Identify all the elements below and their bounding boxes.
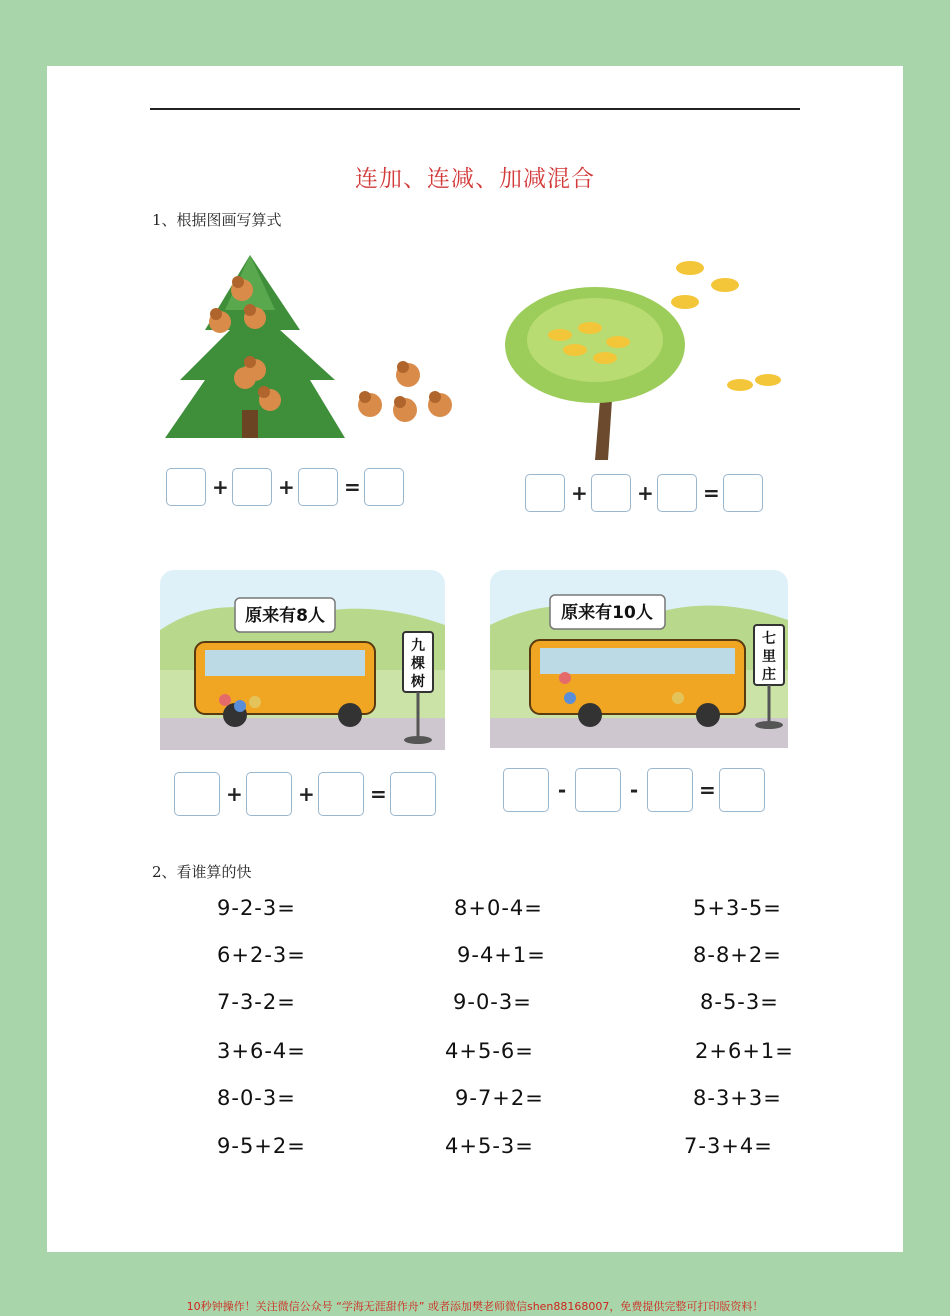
bus-2-bubble-text: 原来有10人	[561, 603, 653, 623]
exercise: 4+5-6=	[445, 1039, 534, 1063]
plus-sign: +	[571, 481, 588, 505]
minus-sign: -	[629, 778, 639, 802]
page-title: 连加、连减、加减混合	[355, 166, 595, 192]
exercise: 5+3-5=	[693, 896, 782, 920]
plus-sign: +	[298, 782, 315, 806]
exercise: 6+2-3=	[217, 943, 306, 967]
answer-box[interactable]	[723, 474, 763, 512]
answer-box[interactable]	[232, 468, 272, 506]
sign-2-char: 庄	[762, 667, 776, 683]
exercise: 9-2-3=	[217, 896, 296, 920]
answer-box[interactable]	[719, 768, 765, 812]
answer-box[interactable]	[298, 468, 338, 506]
exercise: 8-3+3=	[693, 1086, 782, 1110]
plus-sign: +	[226, 782, 243, 806]
question-2-label: 2、看谁算的快	[152, 863, 252, 881]
answer-box[interactable]	[174, 772, 220, 816]
exercise: 7-3-2=	[217, 990, 296, 1014]
sign-2-char: 里	[762, 649, 776, 665]
exercise: 9-5+2=	[217, 1134, 306, 1158]
exercise: 2+6+1=	[695, 1039, 794, 1063]
exercise: 8-5-3=	[700, 990, 779, 1014]
exercise: 4+5-3=	[445, 1134, 534, 1158]
equals-sign: =	[344, 475, 361, 499]
answer-box[interactable]	[647, 768, 693, 812]
exercise: 9-0-3=	[453, 990, 532, 1014]
exercise: 9-7+2=	[455, 1086, 544, 1110]
answer-box[interactable]	[525, 474, 565, 512]
sign-1-char: 树	[411, 674, 425, 690]
answer-box[interactable]	[166, 468, 206, 506]
bus-scene-2	[490, 570, 788, 748]
exercise: 8+0-4=	[454, 896, 543, 920]
answer-box[interactable]	[318, 772, 364, 816]
answer-box[interactable]	[246, 772, 292, 816]
question-1-label: 1、根据图画写算式	[152, 211, 282, 229]
equals-sign: =	[703, 481, 720, 505]
exercise: 8-8+2=	[693, 943, 782, 967]
sign-2-char: 七	[762, 631, 776, 647]
bird-tree-illustration	[500, 250, 795, 465]
sign-1-char: 九	[411, 638, 425, 654]
plus-sign: +	[278, 475, 295, 499]
equals-sign: =	[370, 782, 387, 806]
plus-sign: +	[637, 481, 654, 505]
exercise: 9-4+1=	[457, 943, 546, 967]
minus-sign: -	[557, 778, 567, 802]
answer-row-2	[525, 474, 763, 512]
exercise: 3+6-4=	[217, 1039, 306, 1063]
exercise: 7-3+4=	[684, 1134, 773, 1158]
answer-box[interactable]	[390, 772, 436, 816]
bus-1-bubble-text: 原来有8人	[245, 606, 325, 626]
exercise: 8-0-3=	[217, 1086, 296, 1110]
answer-row-3	[174, 772, 436, 816]
sign-1-char: 棵	[411, 656, 425, 672]
answer-box[interactable]	[591, 474, 631, 512]
footer-promo-text: 10秒钟操作！关注微信公众号 “学海无涯甜作舟” 或者添加樊老师微信shen88168007，免费提供完整可打印版资料！	[186, 1300, 764, 1313]
header-rule	[150, 108, 800, 110]
answer-row-4	[503, 768, 765, 812]
bus-scene-1	[160, 570, 445, 750]
answer-box[interactable]	[657, 474, 697, 512]
squirrel-tree-illustration	[160, 250, 465, 445]
equals-sign: =	[699, 778, 716, 802]
answer-box[interactable]	[364, 468, 404, 506]
answer-row-1	[166, 468, 404, 506]
plus-sign: +	[212, 475, 229, 499]
answer-box[interactable]	[575, 768, 621, 812]
answer-box[interactable]	[503, 768, 549, 812]
